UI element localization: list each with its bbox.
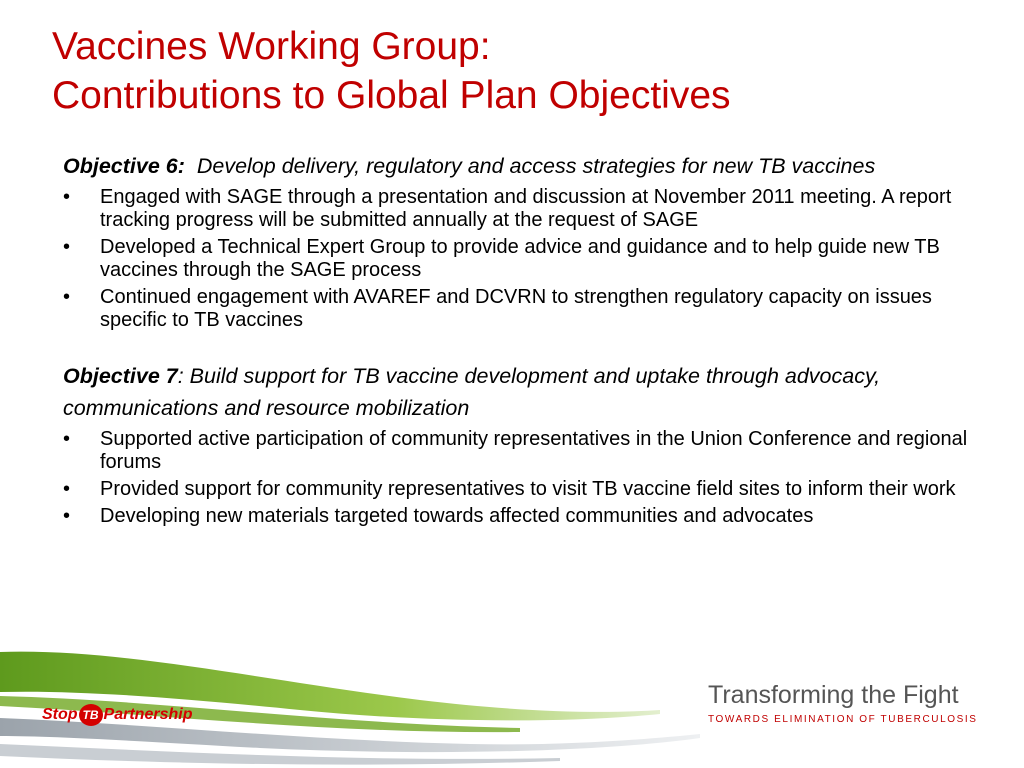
- bullet-mark: •: [63, 478, 71, 500]
- section-spacer: [63, 332, 973, 360]
- list-item: [63, 186, 973, 232]
- bullet-mark: •: [63, 505, 71, 527]
- objective-7-bullets: [63, 428, 973, 528]
- objective-6-label: Objective 6:: [63, 154, 185, 178]
- slide-title-line1: Vaccines Working Group:: [52, 25, 491, 68]
- tagline-sub: TOWARDS ELIMINATION OF TUBERCULOSIS: [708, 714, 978, 725]
- logo-tb-badge: TB: [79, 704, 103, 726]
- transforming-the-fight-tagline: [708, 680, 998, 725]
- list-item: [63, 428, 973, 474]
- list-item: [63, 236, 973, 282]
- list-item-text: Developing new materials targeted towards affected communities and advocates: [100, 505, 814, 527]
- slide-title-line2: Contributions to Global Plan Objectives: [52, 74, 731, 117]
- objective-6-text: Develop delivery, regulatory and access strategies for new TB vaccines: [184, 154, 876, 178]
- list-item-text: Provided support for community representatives to visit TB vaccine field sites to inform their work: [100, 478, 956, 500]
- bullet-mark: •: [63, 186, 71, 208]
- objective-7-heading: [63, 360, 973, 424]
- bullet-mark: •: [63, 286, 71, 308]
- stop-tb-partnership-logo: [42, 703, 192, 727]
- objective-7-text: : Build support for TB vaccine development and uptake through advocacy, communications and resource mobilization: [63, 364, 881, 420]
- logo-stop-text: Stop: [42, 706, 78, 723]
- objective-7-label: Objective 7: [63, 364, 178, 388]
- slide-title: [52, 22, 1012, 120]
- bullet-mark: •: [63, 236, 71, 258]
- logo-partnership-text: Partnership: [103, 706, 193, 723]
- list-item: [63, 286, 973, 332]
- objective-6-heading: [63, 150, 973, 182]
- list-item: [63, 478, 973, 501]
- bullet-mark: •: [63, 428, 71, 450]
- list-item-text: Continued engagement with AVAREF and DCVRN to strengthen regulatory capacity on issues specific to TB vaccines: [100, 286, 932, 331]
- list-item: [63, 505, 973, 528]
- slide-body: [63, 150, 973, 528]
- list-item-text: Developed a Technical Expert Group to provide advice and guidance and to help guide new TB vaccines through the SAGE process: [100, 236, 940, 281]
- objective-6-bullets: [63, 186, 973, 332]
- list-item-text: Supported active participation of community representatives in the Union Conference and regional forums: [100, 428, 968, 473]
- list-item-text: Engaged with SAGE through a presentation and discussion at November 2011 meeting. A report tracking progress will be submitted annually at the request of SAGE: [100, 186, 952, 231]
- tagline-main: Transforming the Fight: [708, 681, 959, 709]
